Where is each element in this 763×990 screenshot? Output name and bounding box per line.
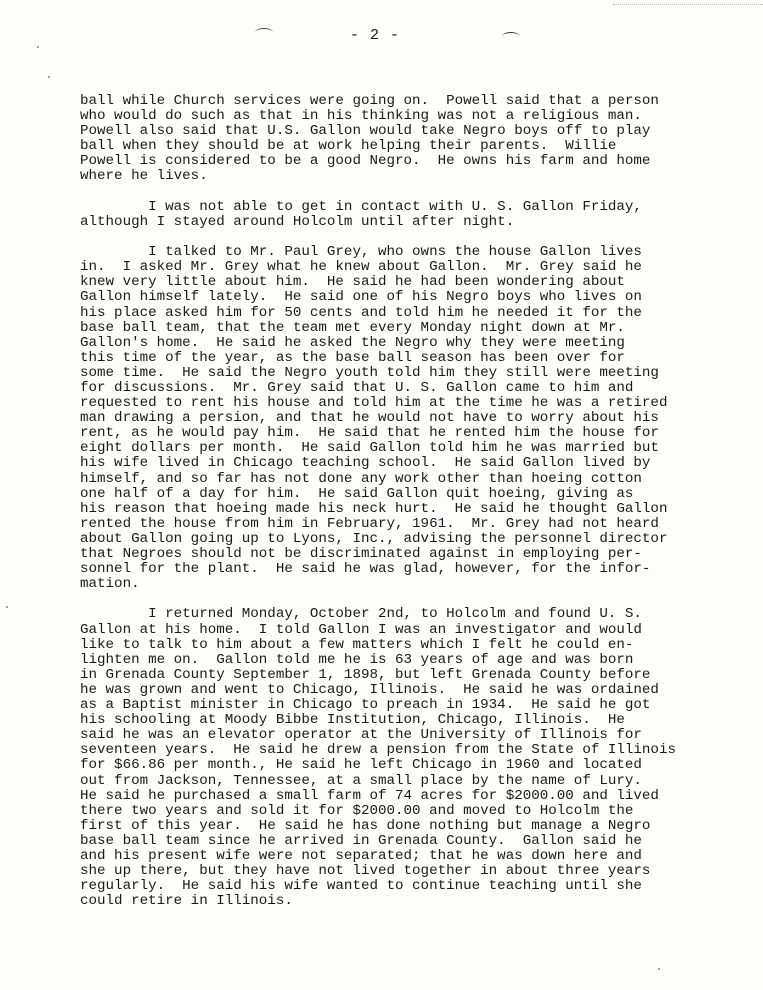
text-line: his wife lived in Chicago teaching school. He said Gallon lived by bbox=[80, 455, 651, 472]
text-line: rent, as he would pay him. He said that he rented him the house for bbox=[80, 425, 659, 442]
paragraph bbox=[80, 607, 720, 909]
text-line: his reason that hoeing made his neck hurt. He said he thought Gallon bbox=[80, 500, 668, 517]
text-line: who would do such as that in his thinking was not a religious man. bbox=[80, 108, 642, 125]
text-line: first of this year. He said he has done nothing but manage a Negro bbox=[80, 817, 651, 834]
text-line: I was not able to get in contact with U. S. Gallon Friday, bbox=[80, 198, 642, 215]
paragraph-gap bbox=[80, 592, 720, 607]
text-line: this time of the year, as the base ball season has been over for bbox=[80, 349, 625, 366]
text-line: Powell is considered to be a good Negro. He owns his farm and home bbox=[80, 153, 651, 170]
scan-speck bbox=[6, 606, 8, 608]
text-line: out from Jackson, Tennessee, at a small place by the name of Lury. bbox=[80, 772, 642, 789]
punch-mark bbox=[502, 32, 520, 41]
text-line: requested to rent his house and told him at the time he was a retired bbox=[80, 395, 668, 412]
text-line: his schooling at Moody Bibbe Institution, Chicago, Illinois. He bbox=[80, 712, 625, 729]
text-line: rented the house from him in February, 1961. Mr. Grey had not heard bbox=[80, 515, 659, 532]
paragraph bbox=[80, 245, 720, 592]
text-line: although I stayed around Holcolm until after night. bbox=[80, 213, 515, 230]
text-line: He said he purchased a small farm of 74 acres for $2000.00 and lived bbox=[80, 787, 659, 804]
text-line: I talked to Mr. Paul Grey, who owns the house Gallon lives bbox=[80, 244, 642, 261]
text-line: his place asked him for 50 cents and told him he needed it for the bbox=[80, 304, 642, 321]
page-number: - 2 - bbox=[350, 27, 401, 44]
text-line: base ball team since he arrived in Grenada County. Gallon said he bbox=[80, 832, 642, 849]
paragraph bbox=[80, 200, 720, 230]
scan-speck bbox=[658, 968, 660, 970]
paragraph-gap bbox=[80, 230, 720, 245]
text-line: man drawing a persion, and that he would not have to worry about his bbox=[80, 410, 659, 427]
paragraph-gap bbox=[80, 185, 720, 200]
text-line: in Grenada County September 1, 1898, but left Grenada County before bbox=[80, 666, 651, 683]
text-line: Gallon at his home. I told Gallon I was an investigator and would bbox=[80, 621, 642, 638]
text-line: said he was an elevator operator at the University of Illinois for bbox=[80, 727, 642, 744]
text-line: that Negroes should not be discriminated against in employing per- bbox=[80, 546, 642, 562]
text-line: as a Baptist minister in Chicago to preach in 1934. He said he got bbox=[80, 697, 651, 714]
scan-edge bbox=[613, 0, 763, 5]
text-line: where he lives. bbox=[80, 168, 208, 185]
text-line: ball when they should be at work helping their parents. Willie bbox=[80, 138, 617, 155]
text-line: in. I asked Mr. Grey what he knew about Gallon. Mr. Grey said he bbox=[80, 259, 642, 276]
text-line: ball while Church services were going on. Powell said that a person bbox=[80, 93, 659, 109]
text-line: regularly. He said his wife wanted to continue teaching until she bbox=[80, 878, 642, 895]
text-line: eight dollars per month. He said Gallon told him he was married but bbox=[80, 440, 659, 457]
text-line: seventeen years. He said he drew a pension from the State of Illinois bbox=[80, 742, 676, 759]
text-line: himself, and so far has not done any work other than hoeing cotton bbox=[80, 470, 642, 487]
text-line: knew very little about him. He said he had been wondering about bbox=[80, 274, 625, 291]
text-line: Powell also said that U.S. Gallon would take Negro boys off to play bbox=[80, 123, 651, 140]
scan-speck bbox=[48, 76, 50, 78]
text-line: he was grown and went to Chicago, Illinois. He said he was ordained bbox=[80, 681, 659, 698]
text-line: could retire in Illinois. bbox=[80, 893, 293, 910]
text-line: some time. He said the Negro youth told him they still were meeting bbox=[80, 364, 659, 381]
text-line: Gallon's home. He said he asked the Negro why they were meeting bbox=[80, 334, 625, 351]
text-line: she up there, but they have not lived together in about three years bbox=[80, 863, 651, 880]
text-line: mation. bbox=[80, 576, 140, 593]
punch-mark bbox=[255, 28, 273, 37]
text-line: Gallon himself lately. He said one of his Negro boys who lives on bbox=[80, 289, 642, 306]
text-line: for discussions. Mr. Grey said that U. S. Gallon came to him and bbox=[80, 379, 634, 396]
text-line: I returned Monday, October 2nd, to Holcolm and found U. S. bbox=[80, 606, 642, 623]
scan-speck bbox=[37, 46, 39, 48]
paragraph bbox=[80, 94, 720, 185]
text-line: one half of a day for him. He said Gallon quit hoeing, giving as bbox=[80, 485, 634, 502]
text-line: and his present wife were not separated; that he was down here and bbox=[80, 847, 642, 864]
letter-body bbox=[80, 94, 720, 909]
text-line: lighten me on. Gallon told me he is 63 years of age and was born bbox=[80, 651, 634, 668]
text-line: sonnel for the plant. He said he was glad, however, for the infor- bbox=[80, 561, 651, 578]
text-line: about Gallon going up to Lyons, Inc., advising the personnel director bbox=[80, 530, 668, 547]
text-line: for $66.86 per month., He said he left Chicago in 1960 and located bbox=[80, 757, 642, 774]
text-line: like to talk to him about a few matters which I felt he could en- bbox=[80, 636, 634, 653]
text-line: base ball team, that the team met every Monday night down at Mr. bbox=[80, 319, 625, 336]
text-line: there two years and sold it for $2000.00 and moved to Holcolm the bbox=[80, 802, 634, 819]
